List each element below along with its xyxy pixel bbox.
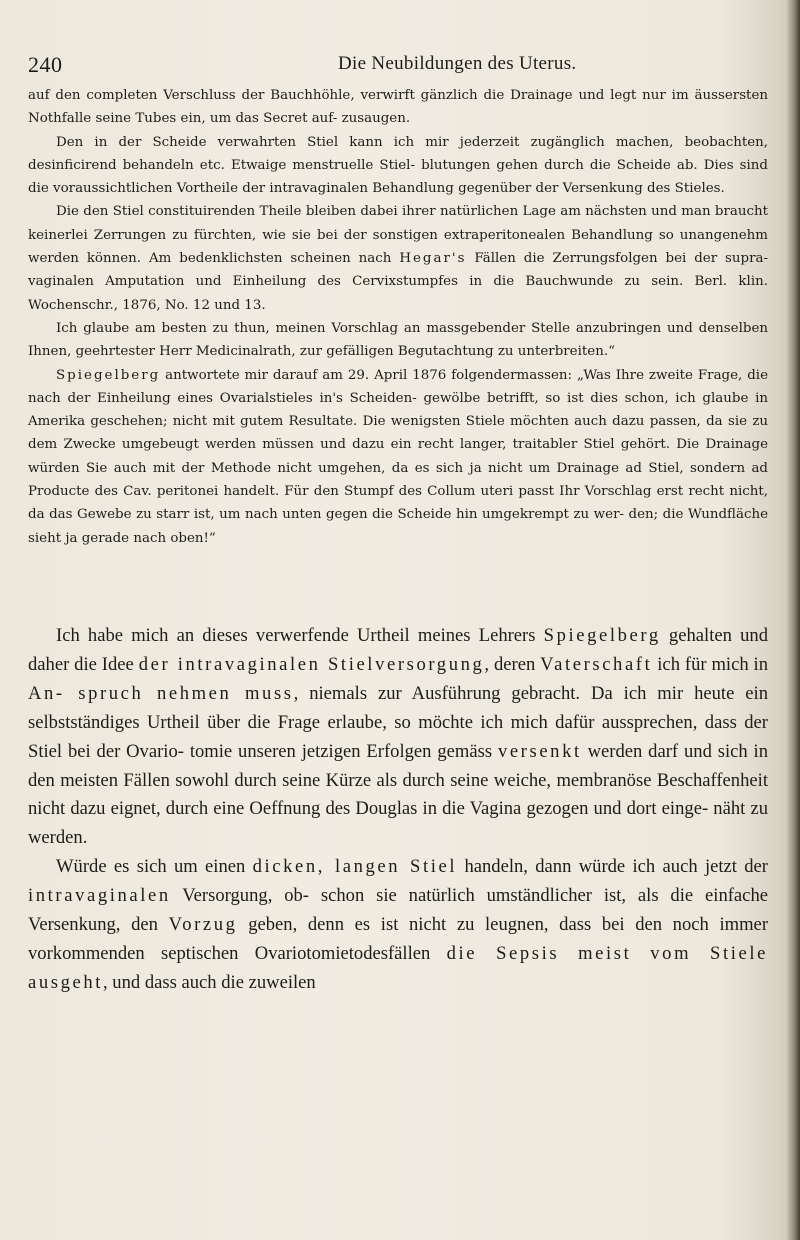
paragraph-author-judgement: [28, 622, 768, 853]
text-run: geben, denn es ist nicht zu leugnen, dass bei den noch immer vorkommenden septischen Ovariotomietodesfällen: [28, 914, 769, 964]
text-run: Würde es sich um einen: [56, 856, 253, 878]
text-run: ich für mich in: [652, 653, 768, 675]
text-run: handeln, dann würde ich auch jetzt der: [457, 856, 768, 878]
spaced-emphasis: dicken, langen Stiel: [252, 856, 458, 878]
text-run: Fällen die Zerrungsfolgen bei der supra- vaginalen Amputation und Einheilung des Cervixstumpfes in die Bauchwunde zu sein. Berl. klin. Wochenschr., 1876, No. 12 und 13.: [28, 251, 768, 313]
author-name-spiegelberg: Spiegelberg: [543, 625, 661, 646]
text-run: antwortete mir darauf am 29. April 1876 folgendermassen: „Was Ihre zweite Frage, die nach der Einheilung eines Ovarialstieles in's Scheiden- gewölbe betrifft, so ist dies schon, ich glaube in Amerika geschehen; nicht mit gutem Resultate. Die wenigsten Stiele möchten auch dazu passen, da sie zu dem Zwecke umgebeugt werden müssen und dazu ein recht langer, traitabler Stiel gehört. Die Drainage würden Sie auch mit der Methode nicht umgehen, da es sich ja nicht um Drainage ad Stiel, sondern ad Producte des Cav. peritonei handelt. Für den Stumpf des Collum uteri passt Ihr Vorschlag erst recht nicht, da das Gewebe zu starr ist, um nach unten gegen die Scheide hin umgekrempt zu wer- den; die Wundfläche sieht ja gerade nach oben!“: [28, 367, 768, 546]
paragraph-proposal: Ich glaube am besten zu thun, meinen Vorschlag an massgebender Stelle anzubringen und denselben Ihnen, geehrtester Herr Medicinalrath, zur gefälligen Begutachtung zu unterbreiten.“: [28, 320, 768, 360]
spaced-emphasis: An- spruch nehmen muss: [28, 682, 294, 704]
spaced-emphasis: die Sepsis meist vom Stiele: [446, 942, 768, 964]
spaced-emphasis: intravaginalen: [28, 885, 171, 907]
text-run: gehalten und daher die Idee: [28, 625, 768, 675]
paragraph-natural-position: [28, 200, 768, 316]
spaced-emphasis: versenkt: [497, 740, 582, 762]
page-header: [28, 52, 768, 82]
text-run: , und dass auch die zuweilen: [103, 971, 316, 993]
spaced-emphasis: Vaterschaft: [540, 653, 653, 675]
text-run: Die den Stiel constituirenden Theile bleiben dabei ihrer natürlichen Lage am nächsten und man braucht keinerlei Zerrungen zu fürchten, wie sie bei der sonstigen extraperitonealen Behandlung so unangenehm werden können. Am bedenklichsten scheinen nach: [28, 204, 768, 267]
text-run: werden darf und sich in den meisten Fällen sowohl durch seine Kürze als durch seine weiche, membranöse Beschaffenheit nicht dazu eignet, durch eine Oeffnung des Douglas in die Vagina gezogen und dort einge- näht zu werden.: [28, 740, 768, 849]
paragraph-continuation: auf den completen Verschluss der Bauchhöhle, verwirft gänzlich die Drainage und legt nur im äussersten Nothfalle seine Tubes ein, um das Secret auf- zusaugen.: [28, 88, 768, 127]
spaced-emphasis: der intravaginalen Stielversorgung: [138, 653, 485, 675]
text-run: , deren: [484, 653, 541, 675]
paragraph-thick-stalk: [28, 853, 768, 998]
spaced-emphasis: Vorzug: [168, 914, 238, 936]
author-name-hegar: Hegar's: [399, 251, 467, 267]
page-edge-shadow: [786, 0, 800, 1240]
small-print-section: [28, 84, 768, 550]
spaced-emphasis: ausgeht: [28, 971, 103, 993]
large-print-section: [28, 622, 768, 998]
paragraph-stalk-access: Den in der Scheide verwahrten Stiel kann ich mir jederzeit zugänglich machen, beobachten, desinficirend behandeln etc. Etwaige menstruelle Stiel- blutungen gehen durch die Scheide ab. Dies sind die voraussichtlichen Vortheile der intravaginalen Behandlung gegenüber der Versenkung des Stieles.: [28, 134, 768, 197]
text-run: , niemals zur Ausführung gebracht. Da ich mir heute ein selbstständiges Urtheil über die Frage erlaube, so möchte ich mich dafür aussprechen, dass der Stiel bei der Ovario- tomie unseren jetzigen Erfolgen gemäss: [28, 682, 768, 762]
page-number: 240: [28, 52, 63, 77]
running-title: Die Neubildungen des Uterus.: [338, 53, 577, 74]
text-run: Ich habe mich an dieses verwerfende Urtheil meines Lehrers: [56, 625, 544, 646]
author-name-spiegelberg: Spiegelberg: [56, 367, 161, 383]
paragraph-spiegelberg-reply: [28, 364, 768, 550]
text-run: Versorgung, ob- schon sie natürlich umständlicher ist, als die einfache Versenkung, den: [28, 885, 768, 936]
